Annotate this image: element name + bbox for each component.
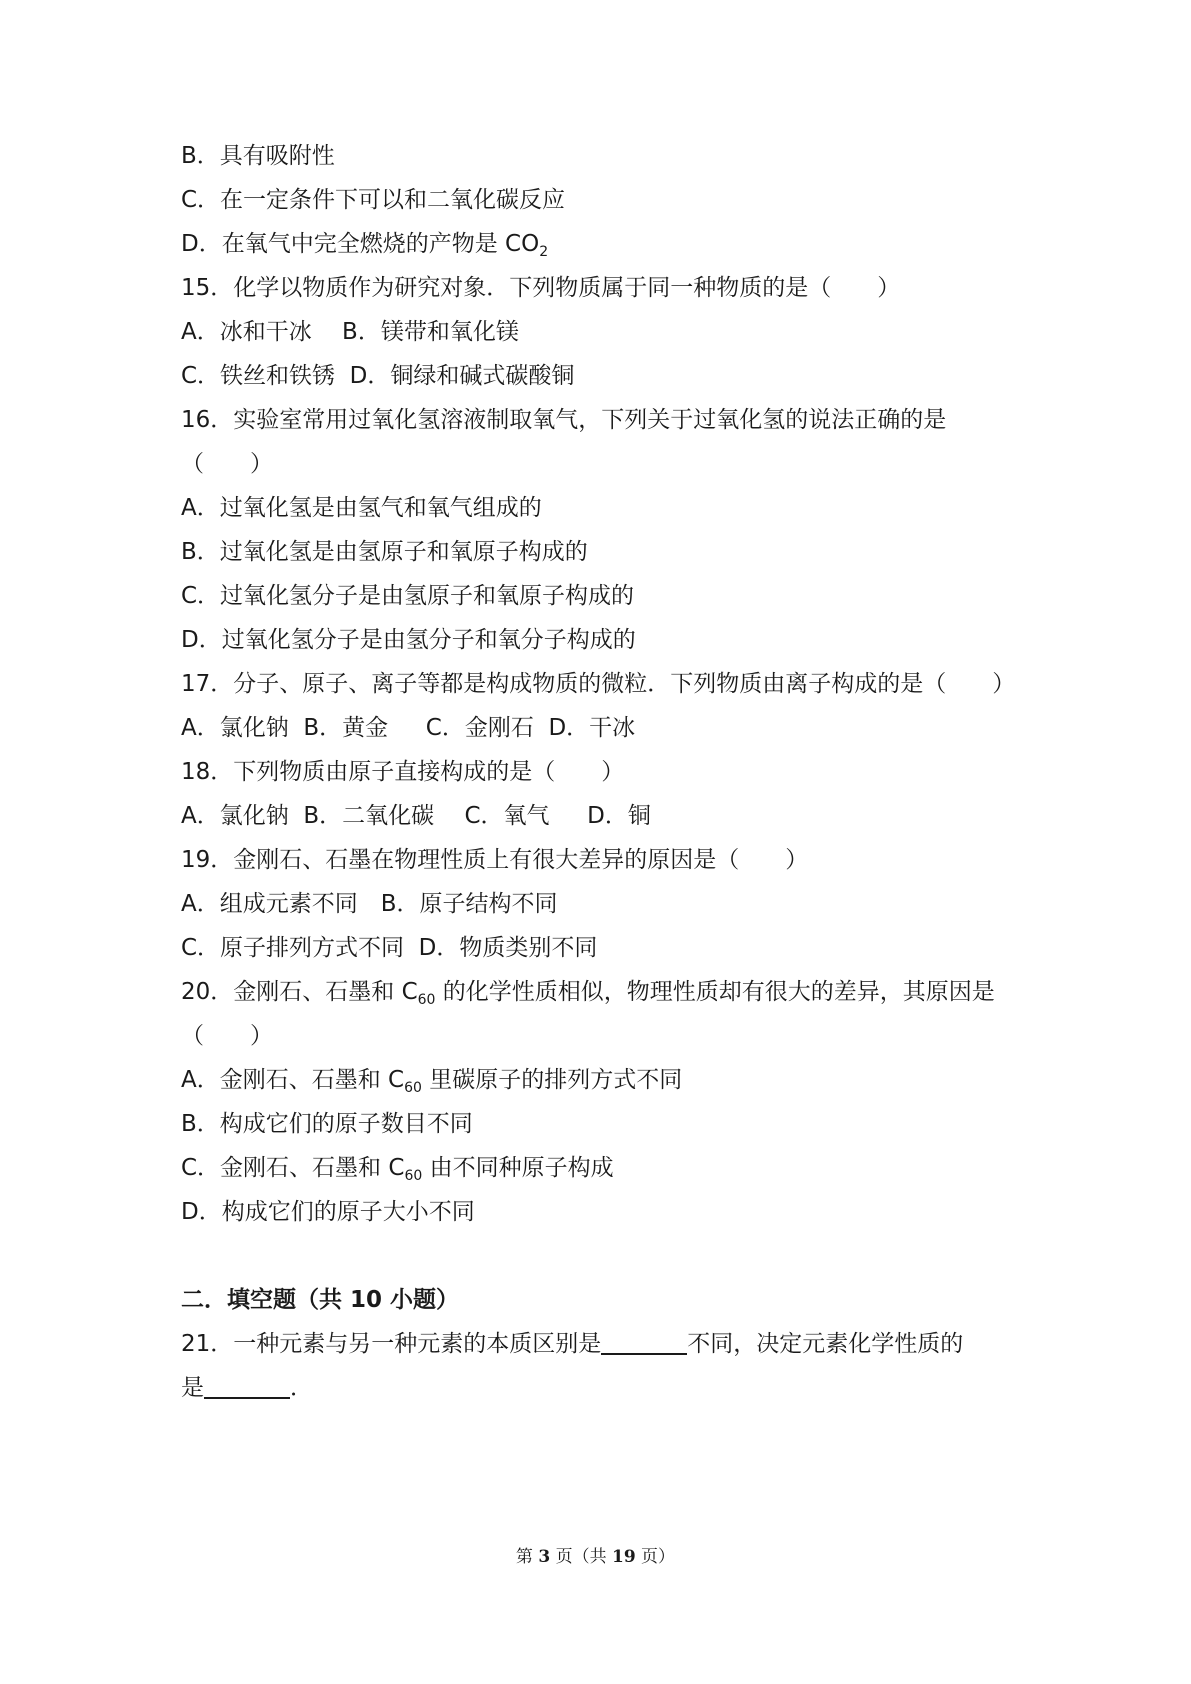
q20-option-c: [181, 1153, 1021, 1183]
q20-option-d: D．构成它们的原子大小不同: [181, 1199, 475, 1225]
q14-option-c: C．在一定条件下可以和二氧化碳反应: [181, 187, 566, 213]
q16-option-d: D．过氧化氢分子是由氢分子和氧分子构成的: [181, 627, 636, 653]
section-title: 二．填空题（共 10 小题）: [181, 1287, 460, 1313]
footer-middle: 页（共: [550, 1547, 612, 1567]
q15-options-row2: C．铁丝和铁锈 D．铜绿和碱式碳酸铜: [181, 363, 575, 389]
q21-line1: [181, 1329, 1021, 1359]
q19-stem: 19．金刚石、石墨在物理性质上有很大差异的原因是（ ）: [181, 847, 809, 873]
answer-blank[interactable]: [601, 1329, 687, 1355]
q15-options-row1: A．冰和干冰 B．镁带和氧化镁: [181, 319, 519, 345]
q16-option-c: C．过氧化氢分子是由氢原子和氧原子构成的: [181, 583, 635, 609]
answer-blank[interactable]: [204, 1373, 290, 1399]
subscript: 60: [404, 1080, 422, 1096]
subscript: 2: [539, 244, 549, 260]
q14-option-d: [181, 229, 1021, 259]
q20-option-c-suffix: 由不同种原子构成: [422, 1155, 614, 1181]
q15-stem: 15．化学以物质作为研究对象．下列物质属于同一种物质的是（ ）: [181, 275, 901, 301]
q19-options-row2: C．原子排列方式不同 D．物质类别不同: [181, 935, 598, 961]
footer-suffix: 页）: [635, 1547, 676, 1567]
q16-stem: 16．实验室常用过氧化氢溶液制取氧气，下列关于过氧化氢的说法正确的是: [181, 407, 947, 433]
footer-prefix: 第: [515, 1547, 539, 1567]
subscript: 60: [404, 1168, 423, 1184]
q20-option-c-prefix: C．金刚石、石墨和 C: [181, 1155, 405, 1181]
total-pages: 19: [611, 1547, 636, 1567]
q20-stem-cont: （ ）: [181, 1023, 273, 1049]
q16-option-a: A．过氧化氢是由氢气和氧气组成的: [181, 495, 542, 521]
q20-option-b: B．构成它们的原子数目不同: [181, 1111, 473, 1137]
q21-line1-suffix: 不同，决定元素化学性质的: [687, 1331, 964, 1357]
q21-line2-suffix: ．: [290, 1375, 313, 1401]
q14-option-d-text: D．在氧气中完全燃烧的产物是 CO: [181, 231, 540, 257]
q14-option-b: B．具有吸附性: [181, 143, 335, 169]
q20-stem-prefix: 20．金刚石、石墨和 C: [181, 979, 418, 1005]
q16-option-b: B．过氧化氢是由氢原子和氧原子构成的: [181, 539, 588, 565]
q17-options-row1: A．氯化钠 B．黄金 C．金刚石 D．干冰: [181, 715, 636, 741]
subscript: 60: [417, 992, 436, 1008]
q21-line2: [181, 1373, 1021, 1403]
q20-stem: [181, 977, 1021, 1007]
q20-option-a-suffix: 里碳原子的排列方式不同: [421, 1067, 683, 1093]
q21-line1-prefix: 21．一种元素与另一种元素的本质区别是: [181, 1331, 602, 1357]
q16-stem-cont: （ ）: [181, 451, 273, 477]
q20-option-a-prefix: A．金刚石、石墨和 C: [181, 1067, 405, 1093]
page-footer: [0, 1546, 1191, 1568]
page-number: 3: [538, 1547, 551, 1567]
q20-option-a: [181, 1065, 1021, 1095]
q18-stem: 18．下列物质由原子直接构成的是（ ）: [181, 759, 625, 785]
q20-stem-suffix: 的化学性质相似，物理性质却有很大的差异，其原因是: [435, 979, 995, 1005]
q19-options-row1: A．组成元素不同 B．原子结构不同: [181, 891, 558, 917]
q21-line2-prefix: 是: [181, 1375, 204, 1401]
q17-stem: 17．分子、原子、离子等都是构成物质的微粒．下列物质由离子构成的是（ ）: [181, 671, 1016, 697]
q18-options-row1: A．氯化钠 B．二氧化碳 C．氧气 D．铜: [181, 803, 651, 829]
